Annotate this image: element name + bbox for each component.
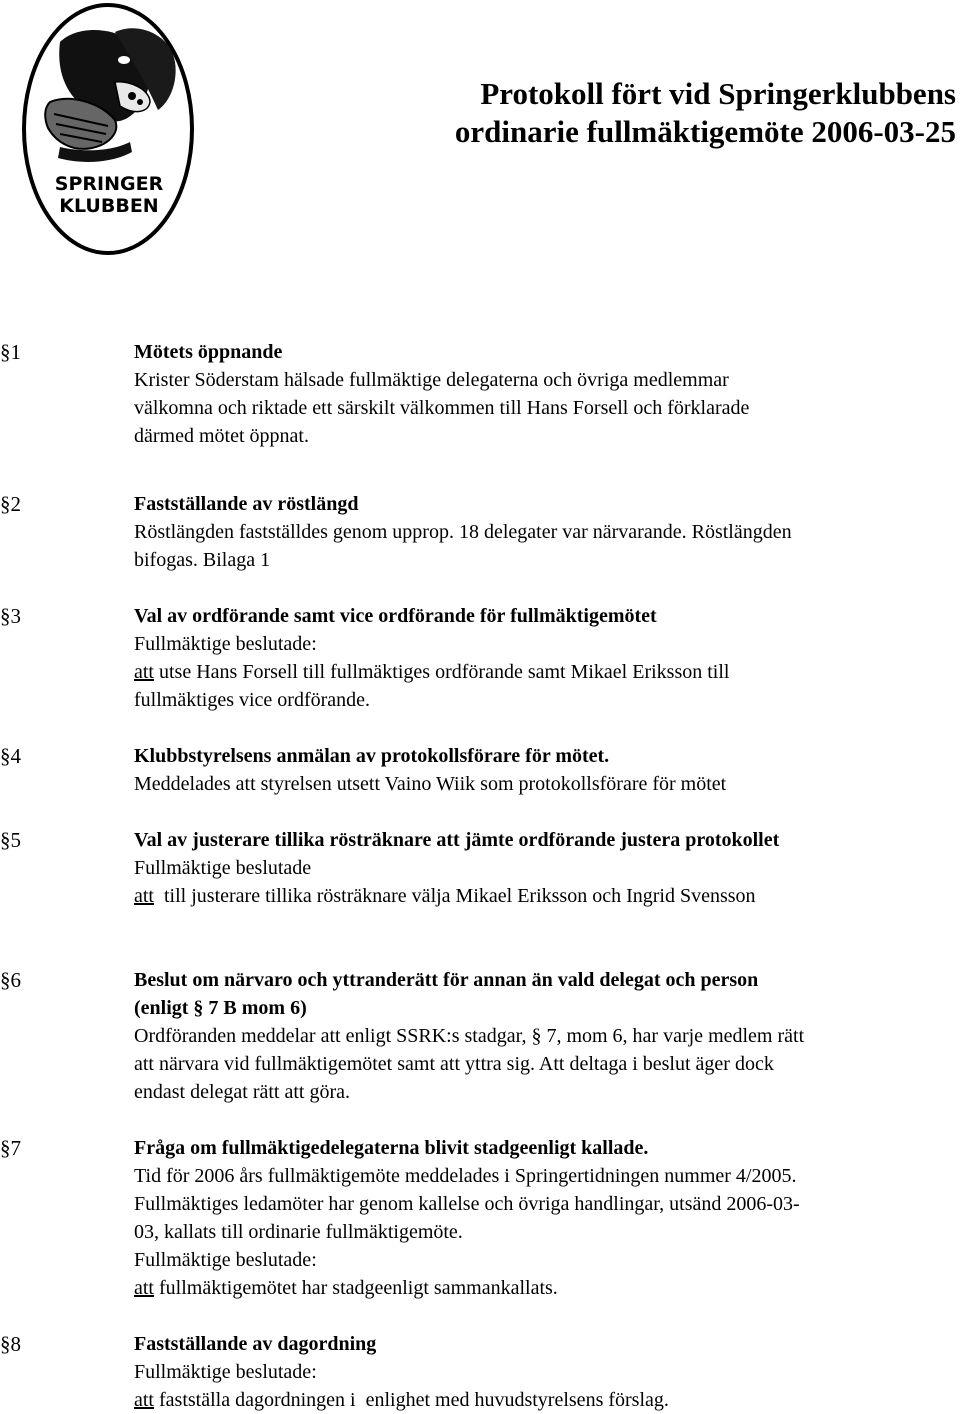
text-span: Meddelades att styrelsen utsett Vaino Wiik som protokollsförare för mötet <box>134 773 727 795</box>
section-3 <box>0 602 960 714</box>
section-heading: (enligt § 7 B mom 6) <box>134 997 307 1019</box>
text-span: bifogas. Bilaga 1 <box>134 549 271 571</box>
paragraph-line <box>134 1050 960 1078</box>
section-body <box>134 966 960 1106</box>
text-span: 03, kallats till ordinarie fullmäktigemöte. <box>134 1221 463 1243</box>
paragraph-line <box>134 1218 960 1246</box>
section-body <box>134 1134 960 1302</box>
section-6 <box>0 966 960 1106</box>
section-body <box>134 826 960 910</box>
paragraph-line <box>134 1386 960 1414</box>
text-span: Tid för 2006 års fullmäktigemöte meddelades i Springertidningen nummer 4/2005. <box>134 1165 797 1187</box>
section-number: §5 <box>0 828 21 852</box>
paragraph-line <box>134 1358 960 1386</box>
text-span: välkomna och riktade ett särskilt välkommen till Hans Forsell och förklarade <box>134 397 750 419</box>
text-span: Fullmäktige beslutade: <box>134 1361 317 1383</box>
section-4 <box>0 742 960 798</box>
section-body <box>134 602 960 714</box>
underlined-att: att <box>134 661 154 683</box>
paragraph-line <box>134 882 960 910</box>
paragraph-line <box>134 686 960 714</box>
paragraph-line <box>134 658 960 686</box>
paragraph-line <box>134 1274 960 1302</box>
underlined-att: att <box>134 1389 154 1411</box>
text-span: fullmäktiges vice ordförande. <box>134 689 371 711</box>
text-span: därmed mötet öppnat. <box>134 425 309 447</box>
section-number: §7 <box>0 1136 21 1160</box>
document-title-line-2: ordinarie fullmäktigemöte 2006-03-25 <box>454 114 956 149</box>
springerklubben-logo <box>20 2 198 258</box>
text-span: fullmäktigemötet har stadgeenligt sammankallats. <box>154 1277 558 1299</box>
text-span: Fullmäktiges ledamöter har genom kallelse och övriga handlingar, utsänd 2006-03- <box>134 1193 800 1215</box>
text-span: Krister Söderstam hälsade fullmäktige delegaterna och övriga medlemmar <box>134 369 729 391</box>
section-body <box>134 338 960 450</box>
section-heading: Klubbstyrelsens anmälan av protokollsförare för mötet. <box>134 745 610 767</box>
text-span: Röstlängden fastställdes genom upprop. 18 delegater var närvarande. Röstlängden <box>134 521 792 543</box>
section-8 <box>0 1330 960 1414</box>
paragraph-line <box>134 422 960 450</box>
paragraph-line <box>134 1246 960 1274</box>
logo-text-klubben: KLUBBEN <box>59 195 159 217</box>
text-span: till justerare tillika rösträknare välja Mikael Eriksson och Ingrid Svensson <box>154 885 756 907</box>
text-span: att närvara vid fullmäktigemötet samt att yttra sig. Att deltaga i beslut äger dock <box>134 1053 774 1075</box>
section-heading: Fråga om fullmäktigedelegaterna blivit stadgeenligt kallade. <box>134 1137 649 1159</box>
section-heading: Fastställande av dagordning <box>134 1333 377 1355</box>
section-body <box>134 1330 960 1414</box>
text-span: utse Hans Forsell till fullmäktiges ordförande samt Mikael Eriksson till <box>154 661 730 683</box>
paragraph-line <box>134 1078 960 1106</box>
paragraph-line <box>134 770 960 798</box>
paragraph-line <box>134 546 960 574</box>
section-heading: Beslut om närvaro och yttranderätt för annan än vald delegat och person <box>134 969 759 991</box>
section-5 <box>0 826 960 910</box>
section-number: §6 <box>0 968 21 992</box>
document-title-line-1: Protokoll fört vid Springerklubbens <box>480 76 956 111</box>
text-span: Fullmäktige beslutade: <box>134 1249 317 1271</box>
paragraph-line <box>134 1190 960 1218</box>
text-span: Fullmäktige beslutade: <box>134 633 317 655</box>
section-number: §4 <box>0 744 21 768</box>
text-span: Ordföranden meddelar att enligt SSRK:s stadgar, § 7, mom 6, har varje medlem rätt <box>134 1025 805 1047</box>
paragraph-line <box>134 854 960 882</box>
text-span: endast delegat rätt att göra. <box>134 1081 351 1103</box>
paragraph-line <box>134 518 960 546</box>
protocol-sections <box>0 338 960 1414</box>
logo-text-springer: SPRINGER <box>54 173 164 195</box>
section-heading: Val av justerare tillika rösträknare att jämte ordförande justera protokollet <box>134 829 780 851</box>
underlined-att: att <box>134 1277 154 1299</box>
section-heading: Mötets öppnande <box>134 341 283 363</box>
paragraph-line <box>134 1162 960 1190</box>
underlined-att: att <box>134 885 154 907</box>
section-body <box>134 490 960 574</box>
section-heading: Val av ordförande samt vice ordförande för fullmäktigemötet <box>134 605 657 627</box>
section-number: §8 <box>0 1332 21 1356</box>
section-number: §3 <box>0 604 21 628</box>
text-span: Fullmäktige beslutade <box>134 857 312 879</box>
section-2 <box>0 490 960 574</box>
logo-dog-eye <box>118 56 130 64</box>
section-7 <box>0 1134 960 1302</box>
paragraph-line <box>134 394 960 422</box>
paragraph-line <box>134 366 960 394</box>
text-span: fastställa dagordningen i enlighet med huvudstyrelsens förslag. <box>154 1389 669 1411</box>
paragraph-line <box>134 630 960 658</box>
section-body <box>134 742 960 798</box>
section-1 <box>0 338 960 450</box>
section-number: §2 <box>0 492 21 516</box>
section-number: §1 <box>0 340 21 364</box>
section-heading: Fastställande av röstlängd <box>134 493 359 515</box>
paragraph-line <box>134 1022 960 1050</box>
